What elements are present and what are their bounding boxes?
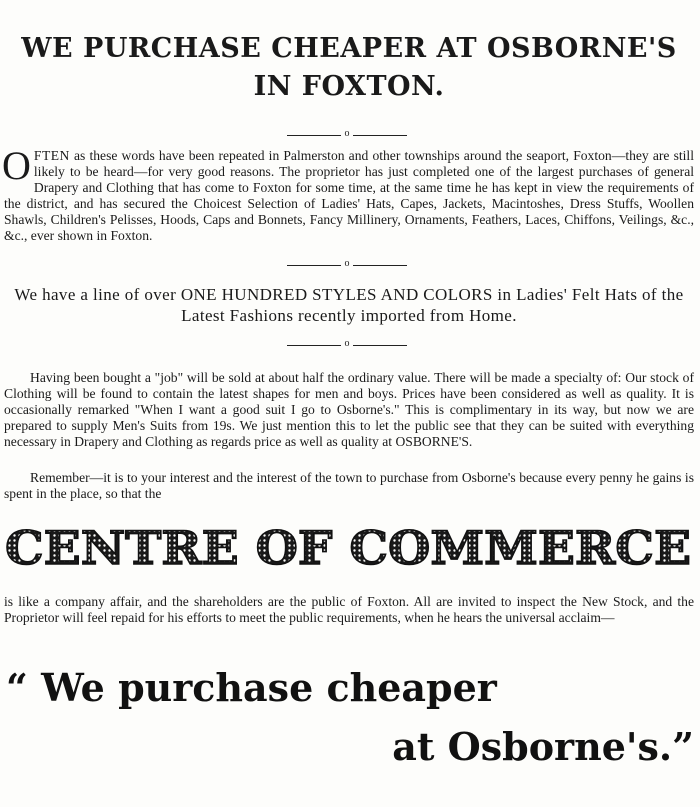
divider-rule [353,265,407,266]
divider-ornament: o [344,128,350,139]
divider-rule [287,265,341,266]
divider-rule [353,345,407,346]
divider-1 [287,129,407,141]
company-paragraph: is like a company affair, and the shareholders are the public of Foxton. All are invited to inspect the New Stock, and the Proprietor will feel repaid for his efforts to meet the public requirements, when he hears the universal acclaim— [4,594,694,625]
headline: WE PURCHASE CHEAPER AT OSBORNE'S IN FOXTON. [21,33,677,102]
centre-of-commerce-banner [2,523,694,573]
intro-text: as these words have been repeated in Palmerston and other townships around the seaport, Foxton—they are still likely to be heard—for very good reasons. The proprietor has just completed one of the largest purchases of general Drapery and Clothing that has come to Foxton for some time, at the same time he has kept in view the requirements of the district, and has secured the Choicest Selection of Ladies' Hats, Capes, Jackets, Macintoshes, Dress Stuffs, Woollen Shawls, Children's Pelisses, Hoods, Caps and Bonnets, Fancy Millinery, Ornaments, Feathers, Laces, Chiffons, Veilings, &c., &c., ever shown in Foxton. [4,148,694,243]
styles-notice: We have a line of over ONE HUNDRED STYLES AND COLORS in Ladies' Felt Hats of the Latest Fashions recently imported from Home. [14,285,684,325]
divider-2 [287,259,407,271]
intro-paragraph [2,143,694,244]
slogan-line-2: at Osborne's.” [392,724,694,769]
divider-3 [287,339,407,351]
job-paragraph: Having been bought a "job" will be sold at about half the ordinary value. There will be made a specialty of: Our stock of Clothing will be found to contain the latest shapes for men and boys. Prices have been considered as well as quality. It is occasionally remarked "When I want a good suit I go to Osborne's." This is complimentary in its way, but now we are prepared to supply Men's Suits from 19s. We just mention this to let the public see that they can be suited with everything necessary in Drapery and Clothing as regards price as well as quality at OSBORNE'S. [4,370,694,449]
divider-rule [287,345,341,346]
divider-ornament: o [344,258,350,269]
drop-cap: O [2,143,31,188]
slogan-line-1: “ We purchase cheaper [6,665,497,710]
intro-lead: FTEN [33,148,70,163]
divider-rule [353,135,407,136]
divider-rule [287,135,341,136]
remember-paragraph: Remember—it is to your interest and the interest of the town to purchase from Osborne's because every penny he gains is spent in the place, so that the [4,470,694,501]
banner-text: CENTRE OF COMMERCE [5,523,691,573]
ornamental-lettering [2,523,694,573]
divider-ornament: o [344,338,350,349]
